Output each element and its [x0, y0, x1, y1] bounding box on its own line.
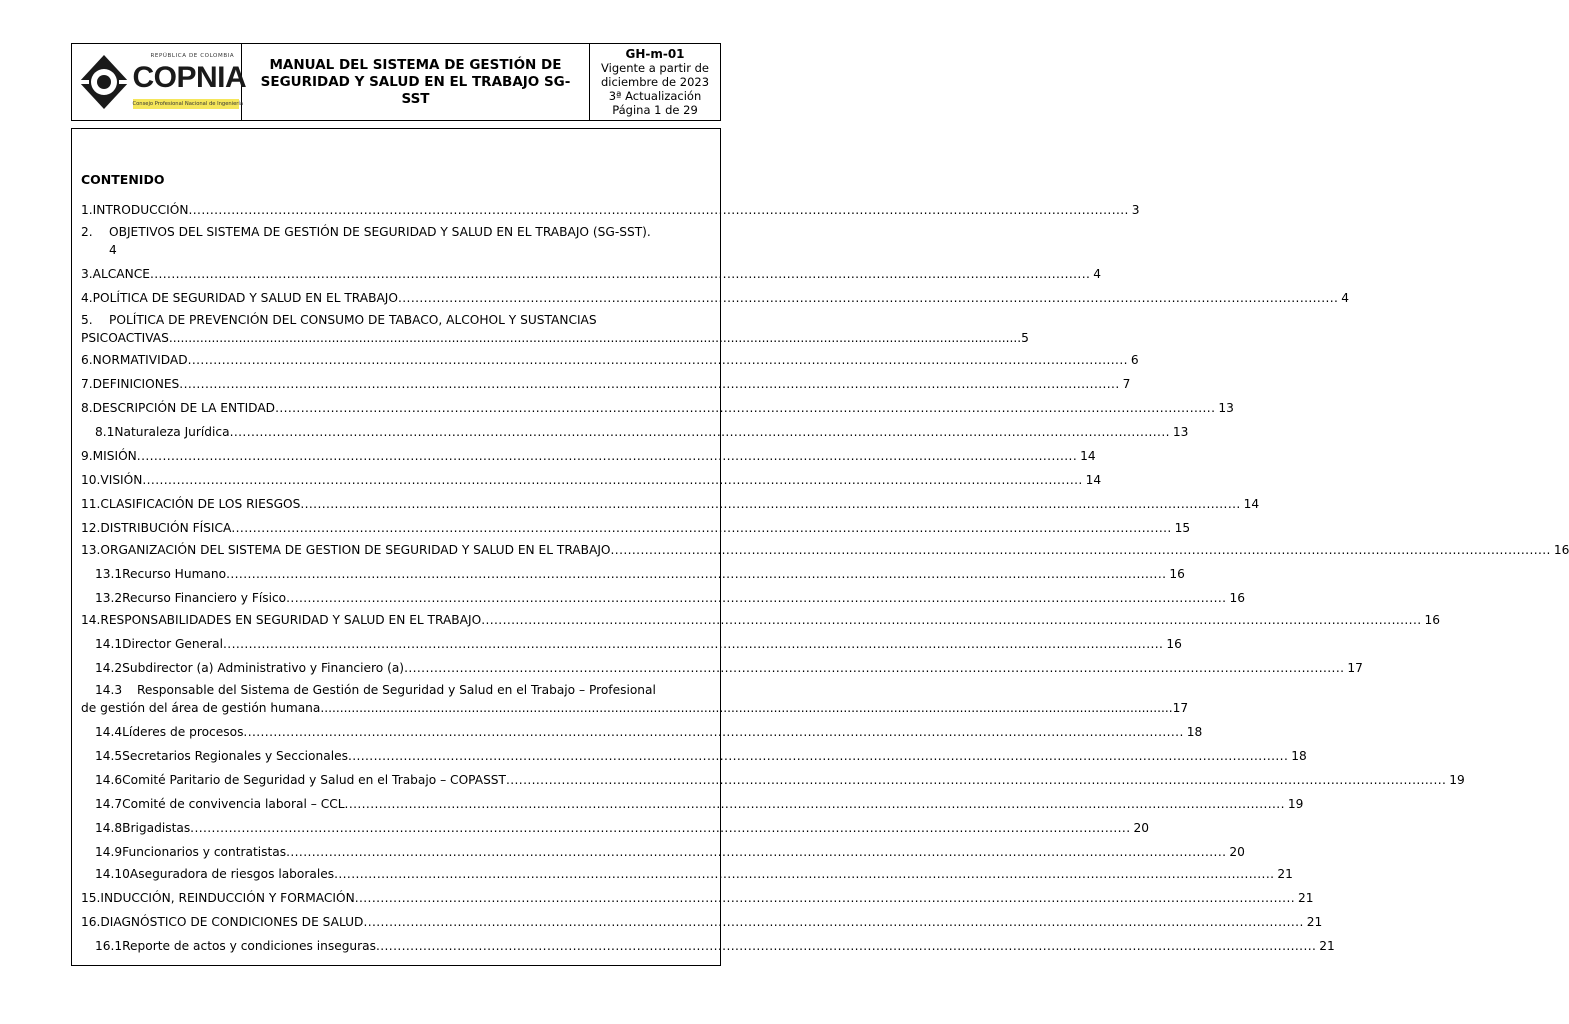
toc-leader-dots: ............................................................................................................................................................................................................................ [223, 637, 1164, 651]
toc-entry[interactable] [81, 819, 1149, 837]
toc-entry[interactable] [81, 913, 1323, 931]
toc-leader-dots: ............................................................................................................................................................................................................................ [300, 497, 1241, 511]
toc-leader-dots: ............................................................................................................................................................................................................................ [275, 401, 1216, 415]
toc-entry-title: INDUCCIÓN, REINDUCCIÓN Y FORMACIÓN [100, 891, 355, 905]
toc-entry-number: 13.1 [95, 567, 123, 581]
toc-entry-number: 6. [81, 353, 93, 367]
toc-entry-number: 12. [81, 521, 101, 535]
toc-entry[interactable] [81, 471, 1102, 489]
toc-entry[interactable] [81, 865, 1293, 883]
toc-entry-number: 14.2 [95, 661, 123, 675]
toc-entry-title: Recurso Financiero y Físico [122, 591, 287, 605]
toc-entry-title: ALCANCE [92, 267, 150, 281]
toc-entry-title: MISIÓN [92, 449, 137, 463]
toc-entry-page: 3 [1131, 203, 1140, 217]
toc-entry-title: INTRODUCCIÓN [92, 203, 189, 217]
toc-entry-number: 1. [81, 203, 93, 217]
logo-cell [72, 44, 247, 120]
vigente-line2: diciembre de 2023 [600, 75, 710, 89]
toc-entry[interactable] [81, 611, 1441, 629]
toc-entry-page: 19 [1287, 797, 1304, 811]
toc-entry-title: DESCRIPCIÓN DE LA ENTIDAD [92, 401, 276, 415]
toc-entry-title: Secretarios Regionales y Seccionales [122, 749, 348, 763]
toc-entry-title: NORMATIVIDAD [92, 353, 188, 367]
toc-entry-title: Comité de convivencia laboral – CCL [122, 797, 345, 811]
toc-entry-page: 13 [1218, 401, 1234, 415]
copnia-emblem-icon [75, 53, 133, 111]
toc-entry-title: POLÍTICA DE SEGURIDAD Y SALUD EN EL TRABAJO [92, 291, 398, 305]
toc-entry-page: 16 [1424, 613, 1441, 627]
toc-entry-title: POLÍTICA DE PREVENCIÓN DEL CONSUMO DE TABACO, ALCOHOL Y SUSTANCIAS [109, 313, 597, 327]
toc-leader-dots: ............................................................................................................................................................................................................................ [320, 701, 1173, 715]
toc-entry-number: 4. [81, 291, 93, 305]
toc-leader-dots: ............................................................................................................................................................................................................................ [375, 939, 1317, 953]
toc-entry-number: 13.2 [95, 591, 123, 605]
toc-entry[interactable] [81, 423, 1189, 441]
toc-entry-title-cont: de gestión del área de gestión humana [81, 701, 321, 715]
toc-entry-title: OBJETIVOS DEL SISTEMA DE GESTIÓN DE SEGURIDAD Y SALUD EN EL TRABAJO (SG-SST). [109, 225, 651, 239]
toc-entry[interactable] [81, 519, 1191, 537]
toc-entry-number: 2. [81, 225, 93, 239]
toc-leader-dots: ............................................................................................................................................................................................................................ [229, 425, 1170, 439]
toc-entry[interactable] [81, 541, 1569, 559]
toc-entry[interactable] [81, 681, 1189, 717]
toc-leader-dots: ............................................................................................................................................................................................................................ [404, 661, 1345, 675]
toc-entry-title: Funcionarios y contratistas [122, 845, 287, 859]
toc-leader-dots: ............................................................................................................................................................................................................................ [188, 203, 1129, 217]
toc-entry-number: 14.1 [95, 637, 123, 651]
toc-entry-title: Líderes de procesos [122, 725, 244, 739]
toc-entry-page: 5 [1021, 331, 1029, 345]
toc-entry[interactable] [81, 201, 1140, 219]
toc-entry-title: Comité Paritario de Seguridad y Salud en el Trabajo – COPASST [122, 773, 506, 787]
toc-entry-number: 14.4 [95, 725, 123, 739]
toc-entry-title: Responsable del Sistema de Gestión de Seguridad y Salud en el Trabajo – Profesional [137, 683, 656, 697]
toc-leader-dots: ............................................................................................................................................................................................................................ [505, 773, 1447, 787]
toc-entry-title: Naturaleza Jurídica [114, 425, 230, 439]
toc-entry[interactable] [81, 223, 694, 259]
toc-entry-number: 14.8 [95, 821, 123, 835]
toc-entry-page: 21 [1306, 915, 1323, 929]
toc-entry-number: 5. [81, 313, 93, 327]
toc-entry-number: 14. [81, 613, 101, 627]
toc-entry-page: 15 [1174, 521, 1191, 535]
toc-entry-page: 14 [1085, 473, 1102, 487]
toc-entry-number: 7. [81, 377, 93, 391]
document-code: GH-m-01 [625, 47, 685, 61]
toc-entry-page: 7 [1122, 377, 1131, 391]
toc-entry-title: Brigadistas [122, 821, 191, 835]
logo-brand-text: COPNIA [132, 61, 247, 94]
toc-entry[interactable] [81, 635, 1182, 653]
toc-entry[interactable] [81, 747, 1307, 765]
toc-entry[interactable] [81, 565, 1185, 583]
toc-entry[interactable] [81, 375, 1131, 393]
toc-entry-page: 14 [1243, 497, 1260, 511]
toc-entry-number: 14.6 [95, 773, 123, 787]
toc-entry[interactable] [81, 265, 1102, 283]
toc-entry-number: 8.1 [95, 425, 115, 439]
toc-entry-page: 21 [1298, 891, 1314, 905]
logo-subtitle: Consejo Profesional Nacional de Ingeniería [132, 101, 244, 107]
toc-entry-title: ORGANIZACIÓN DEL SISTEMA DE GESTION DE SEGURIDAD Y SALUD EN EL TRABAJO [100, 543, 611, 557]
toc-entry-page: 18 [1186, 725, 1203, 739]
toc-leader-dots: ............................................................................................................................................................................................................................ [347, 749, 1289, 763]
toc-entry-page: 16 [1553, 543, 1569, 557]
toc-entry-number: 14.10 [95, 867, 130, 881]
toc-entry[interactable] [81, 447, 1096, 465]
toc-leader-dots: ............................................................................................................................................................................................................................ [334, 867, 1275, 881]
toc-entry-number: 9. [81, 449, 93, 463]
toc-leader-dots: ............................................................................................................................................................................................................................ [344, 797, 1285, 811]
vigente-line1: Vigente a partir de [601, 61, 709, 75]
toc-entry[interactable] [81, 399, 1234, 417]
toc-leader-dots: ............................................................................................................................................................................................................................ [226, 567, 1167, 581]
copnia-logo [75, 51, 247, 113]
toc-entry-page: 21 [1277, 867, 1293, 881]
toc-entry-number: 3. [81, 267, 93, 281]
toc-entry-page: 18 [1291, 749, 1307, 763]
toc-leader-dots: ............................................................................................................................................................................................................................ [363, 915, 1304, 929]
toc-leader-dots: ............................................................................................................................................................................................................................ [286, 591, 1227, 605]
toc-leader-dots: ............................................................................................................................................................................................................................ [398, 291, 1339, 305]
toc-entry[interactable] [81, 795, 1304, 813]
toc-entry-title: DEFINICIONES [92, 377, 180, 391]
toc-entry-title: VISIÓN [100, 473, 143, 487]
toc-entry-title: CLASIFICACIÓN DE LOS RIESGOS [100, 497, 301, 511]
toc-entry-page: 19 [1449, 773, 1465, 787]
toc-entry-page: 4 [1341, 291, 1350, 305]
toc-leader-dots: ............................................................................................................................................................................................................................ [286, 845, 1227, 859]
toc-leader-dots: ............................................................................................................................................................................................................................ [190, 821, 1131, 835]
toc-entry[interactable] [81, 659, 1363, 677]
toc-entry-number: 13. [81, 543, 101, 557]
toc-entry[interactable] [81, 723, 1203, 741]
toc-entry[interactable] [81, 843, 1245, 861]
toc-leader-dots: ............................................................................................................................................................................................................................ [136, 449, 1078, 463]
toc-entry-title: DISTRIBUCIÓN FÍSICA [100, 521, 232, 535]
toc-entry-page: 21 [1319, 939, 1335, 953]
contents-heading: CONTENIDO [81, 172, 165, 187]
page-number: Página 1 de 29 [612, 103, 698, 117]
toc-entry-page: 20 [1229, 845, 1245, 859]
toc-leader-dots: ............................................................................................................................................................................................................................ [354, 891, 1296, 905]
toc-entry-title: RESPONSABILIDADES EN SEGURIDAD Y SALUD EN EL TRABAJO [100, 613, 482, 627]
document-title: MANUAL DEL SISTEMA DE GESTIÓN DE SEGURIDAD Y SALUD EN EL TRABAJO SG-SST [242, 44, 590, 120]
toc-leader-dots: ............................................................................................................................................................................................................................ [610, 543, 1551, 557]
toc-entry-page: 4 [1093, 267, 1102, 281]
toc-entry-number: 14.7 [95, 797, 123, 811]
toc-entry-page: 20 [1133, 821, 1149, 835]
toc-entry-number: 14.5 [95, 749, 123, 763]
logo-republic-text: REPÚBLICA DE COLOMBIA [150, 53, 235, 59]
toc-entry[interactable] [81, 889, 1314, 907]
toc-leader-dots: ............................................................................................................................................................................................................................ [142, 473, 1083, 487]
toc-entry-page: 16 [1166, 637, 1182, 651]
toc-leader-dots: ............................................................................................................................................................................................................................ [179, 377, 1120, 391]
toc-entry[interactable] [81, 289, 1350, 307]
toc-entry-number: 14.3 [95, 683, 123, 697]
toc-entry-page: 16 [1229, 591, 1245, 605]
toc-entry-page: 17 [1347, 661, 1363, 675]
update-label: 3ª Actualización [608, 89, 702, 103]
toc-entry-title: DIAGNÓSTICO DE CONDICIONES DE SALUD [100, 915, 364, 929]
toc-entry-title: Director General [122, 637, 224, 651]
toc-entry-page: 17 [1172, 701, 1189, 715]
toc-leader-dots: ............................................................................................................................................................................................................................ [243, 725, 1184, 739]
toc-entry[interactable] [81, 771, 1465, 789]
content-box [71, 128, 1569, 966]
toc-entry[interactable] [81, 495, 1260, 513]
toc-entry-title: Reporte de actos y condiciones inseguras [122, 939, 376, 953]
toc-entry-page: 13 [1172, 425, 1189, 439]
toc-entry-page: 4 [109, 243, 117, 257]
toc-entry-page: 14 [1080, 449, 1096, 463]
toc-entry-title: Recurso Humano [122, 567, 227, 581]
document-header [71, 43, 721, 121]
toc-leader-dots: ............................................................................................................................................................................................................................ [187, 353, 1128, 367]
toc-leader-dots: ............................................................................................................................................................................................................................ [481, 613, 1422, 627]
toc-entry-number: 16.1 [95, 939, 123, 953]
toc-leader-dots: ............................................................................................................................................................................................................................ [149, 267, 1091, 281]
toc-entry[interactable] [81, 311, 1029, 347]
toc-entry-number: 14.9 [95, 845, 123, 859]
toc-leader-dots: ............................................................................................................................................................................................................................ [168, 331, 1022, 345]
toc-entry[interactable] [81, 351, 1139, 369]
toc-entry[interactable] [81, 589, 1245, 607]
toc-entry-number: 11. [81, 497, 101, 511]
toc-entry-page: 6 [1130, 353, 1139, 367]
toc-entry-number: 10. [81, 473, 101, 487]
toc-entry-title-cont: PSICOACTIVAS [81, 331, 169, 345]
toc-entry-number: 16. [81, 915, 101, 929]
toc-entry-page: 16 [1169, 567, 1185, 581]
toc-entry[interactable] [81, 937, 1335, 955]
toc-leader-dots: ............................................................................................................................................................................................................................ [231, 521, 1172, 535]
toc-entry-number: 15. [81, 891, 101, 905]
toc-entry-number: 8. [81, 401, 93, 415]
document-meta [590, 44, 720, 120]
toc-entry-title: Subdirector (a) Administrativo y Financiero (a) [122, 661, 405, 675]
toc-entry-title: Aseguradora de riesgos laborales [129, 867, 335, 881]
